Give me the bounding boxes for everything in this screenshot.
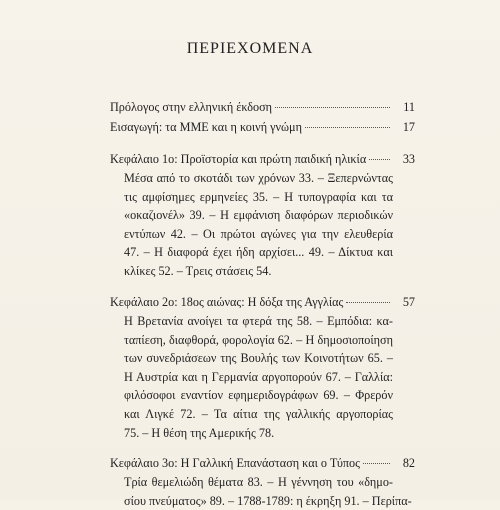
summary-line: Μέσα από το σκοτάδι των χρόνων 33. – Ξεπερνώντας (124, 171, 393, 185)
summary-line: φιλόσοφοι εναντίον εφημεριδογράφων 69. – Φρερόν (124, 388, 393, 403)
chapter-heading-row (110, 152, 415, 167)
summary-line: σίου πνεύματος» 89. – 1788-1789: η έκρηξη 91. – Περίπα- (124, 493, 412, 508)
summary-line: Τρία θεμελιώδη θέματα 83. – Η γέννηση του «δημο- (124, 475, 393, 489)
dot-leader (305, 127, 390, 128)
chapter-summary (124, 312, 393, 442)
toc-page-number: 57 (402, 295, 415, 309)
summary-line: τις αμφίσημες ερμηνείες 35. – Η τυπογραφία και τα (124, 189, 393, 204)
dot-leader (346, 302, 390, 303)
toc-entry-introduction (110, 120, 415, 135)
toc-page-number: 33 (402, 152, 415, 166)
chapter-heading-row (110, 295, 415, 310)
toc-page-number: 17 (402, 120, 415, 134)
summary-line: 75. – Η θέση της Αμερικής 78. (124, 425, 275, 440)
toc-entry-preface (110, 100, 415, 115)
summary-line: ταπίεση, διαφθορά, φορολογία 62. – Η δημοσιοποίηση (124, 332, 393, 347)
page-title: ΠΕΡΙΕΧΟΜΕΝΑ (186, 40, 314, 57)
chapter-summary (124, 169, 393, 281)
toc-entry-text: Εισαγωγή: τα ΜΜΕ και η κοινή γνώμη (110, 120, 302, 134)
chapter-heading-row (110, 456, 415, 471)
toc-entry-text: Πρόλογος στην ελληνική έκδοση (110, 100, 273, 114)
summary-line: κλίκες 52. – Τρεις στάσεις 54. (124, 263, 272, 278)
summary-line: Η Βρετανία ανοίγει τα φτερά της 58. – Εμπόδια: κα- (124, 314, 393, 328)
summary-line: «οκαζιονέλ» 39. – Η εμφάνιση διαφόρων περιοδικών (124, 208, 393, 223)
chapter-heading: Κεφάλαιο 1ο: Προϊστορία και πρώτη παιδική ηλικία (110, 152, 367, 166)
summary-line: των συνεδριάσεων της Βουλής των Κοινοτήτων 65. – (124, 351, 393, 366)
chapter-heading: Κεφάλαιο 2ο: 18ος αιώνας: Η δόξα της Αγγλίας (110, 295, 344, 309)
dot-leader (369, 159, 390, 160)
summary-line: 47. – Η διαφορά έχει ήδη αρχίσει... 49. – Δίκτυα και (124, 245, 393, 260)
toc-page-number: 82 (402, 456, 415, 470)
dot-leader (363, 463, 390, 464)
chapter-heading: Κεφάλαιο 3ο: Η Γαλλική Επανάσταση και ο Τύπος (110, 456, 360, 470)
toc-chapter-1 (110, 152, 415, 281)
toc-chapter-3 (110, 456, 415, 510)
toc-page-number: 11 (403, 100, 415, 114)
toc-chapter-2 (110, 295, 415, 442)
chapter-summary (124, 473, 412, 510)
summary-line: και Λιγκέ 72. – Τα αίτια της γαλλικής αργοπορίας (124, 406, 393, 421)
summary-line: Η Αυστρία και η Γερμανία αργοπορούν 67. – Γαλλία: (124, 369, 393, 384)
dot-leader (275, 107, 390, 108)
summary-line: εντύπων 42. – Οι πρώτοι αγώνες για την ελευθερία (124, 226, 393, 241)
